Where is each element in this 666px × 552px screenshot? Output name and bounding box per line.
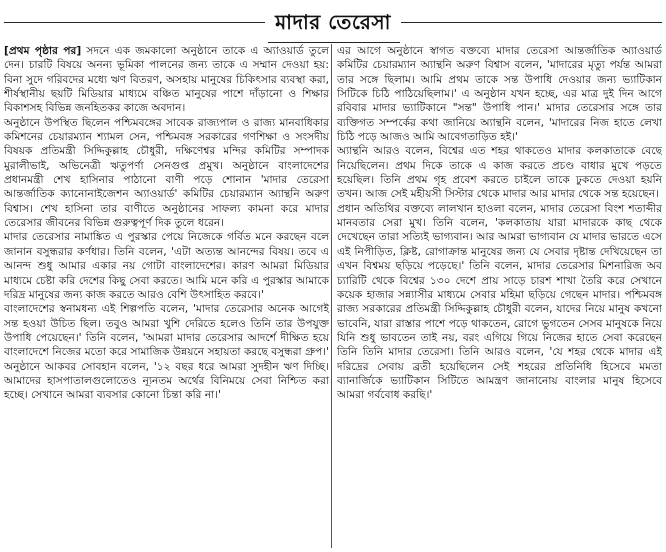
paragraph: প্রধান অতিথির বক্তব্যে লালখান হাওলা বলেন, মাদার তেরেসা বিংশ শতাব্দীর মানবতার সেরা মুখ। তিনি বলেন, 'কলকাতায় যারা মাদারকে কাছ থেকে দেখেছেন তারা সত্যিই ভাগ্যবান। আর আমরা ভাগ্যবান যে মাদার ভারতে এসে এই নিপীড়িত, ক্লিষ্ট, রোগাক্রান্ত মানুষের জন্য যে সেবার দৃষ্টান্ত দেখিয়েছেন তা এখন বিশ্বময় ছড়িয়ে পড়েছে।' তিনি বলেন, মাদার তেরেসার মিশনারিজ অব চ্যারিটি থেকে বিশ্বের ১৩০ দেশে প্রায় সাড়ে চারশ শাখা তৈরি করে সেখানে কয়েক হাজার সন্ন্যাসীর মাধ্যমে সেবার মহিমা ছড়িয়ে গেছেন মাদার। পশ্চিমবঙ্গ রাজ্য সরকারের প্রতিমন্ত্রী সিদ্দিকুল্লাহ চৌধুরী বলেন, যাদের নিয়ে মানুষ কখনো ভাবেনি, যারা রাস্তার পাশে পড়ে থাকতেন, রোগে ভুগতেন সেসব মানুষকে নিয়ে যিনি শুধু ভাবতেন তাই নয়, বরং এগিয়ে গিয়ে নিজের হাতে সেবা করেছেন তিনি তিনি মাদার তেরেসা। তিনি আরও বলেন, 'যে শহর থেকে মাদার এই দরিদ্রের সেবায় ব্রতী হয়েছিলেন সেই শহরের প্রতিনিধি হিসেবে মমতা ব্যানার্জিকে ভ্যাটিকান সিটিতে আমন্ত্রণ জানানোয় বাংলার মানুষ হিসেবে আমরা গর্ববোধ করছি।' <box>337 202 662 402</box>
paragraph: এর আগে অনুষ্ঠানে স্বাগত বক্তব্যে মাদার তেরেসা আন্তর্জাতিক অ্যাওয়ার্ড কমিটির চেয়ারম্যান অ্যান্থনি অরুণ বিশ্বাস বলেন, 'মাদারের মৃত্যু পর্যন্ত আমরা তার সঙ্গে ছিলাম। আমি প্রথম তাকে সন্ত উপাধি দেওয়ার জন্য ভ্যাটিকান সিটিকে চিঠি পাঠিয়েছিলাম।' এ অনুষ্ঠান যখন হচ্ছে, এর মাত্র দুই দিন আগে রবিবার মাদার ভ্যাটিকানে "সন্ত" উপাধি পান।' মাদার তেরেসার সঙ্গে তার ব্যক্তিগত সম্পর্কের কথা জানিয়ে অ্যান্থনি বলেন, 'মাদারের নিজ হাতে লেখা চিঠি পড়ে আজও আমি আবেগতাড়িত হই।' <box>337 45 662 144</box>
paragraph <box>4 44 329 116</box>
paragraph: অ্যান্থনি আরও বলেন, বিশ্বের এত শহর থাকতেও মাদার কলকাতাকে বেছে নিয়েছিলেন। প্রথম দিকে তাকে এ কাজ করতে প্রচণ্ড বাধার মুখে পড়তে হয়েছিল। তিনি প্রথম গৃহ প্রবেশ করতে চাইলে তাকে ঢুকতে দেওয়া হয়নি তখন। আজ সেই মহীয়সী সিস্টার থেকে মাদার আর মাদার থেকে সন্ত হয়েছেন। <box>337 145 662 201</box>
paragraph-text: সদনে এক জমকালো অনুষ্ঠানে তাকে এ অ্যাওয়ার্ড তুলে দেন। চারটি বিষয়ে অনন্য ভূমিকা পালনের জন্য তাকে এ সম্মান দেওয়া হয়: বিনা সুদে গরিবদের মধ্যে ঋণ বিতরণ, অসহায় মানুষের চিকিৎসার ব্যবস্থা করা, শীর্ষস্থানীয় ছয়টি মিডিয়ার মাধ্যমে বঞ্চিত মানুষের পাশে দাঁড়ানো ও শিক্ষার বিকাশসহ বিভিন্ন জনহিতকর কাজে অবদান। <box>4 45 329 115</box>
continuation-tag: [প্রথম পৃষ্ঠার পর] <box>4 45 82 57</box>
paragraph: মাদার তেরেসার নামাঙ্কিত এ পুরস্কার পেয়ে নিজেকে গর্বিত মনে করছেন বলে জানান বসুন্ধরার কর্ণধার। তিনি বলেন, 'এটা অত্যন্ত আনন্দের বিষয়। তবে এ আনন্দ শুধু আমার একার নয় গোটা বাংলাদেশের। কারণ আমরা মিডিয়ার মাধ্যমে চেষ্টা করি দেশের কিছু সেবা করতে। আমি মনে করি এ পুরস্কার আমাকে দরিদ্র মানুষের জন্য কাজ করতে আরও বেশি উৎসাহিত করবে।' <box>4 231 329 301</box>
paragraph: অনুষ্ঠানে উপস্থিত ছিলেন পশ্চিমবঙ্গের সাবেক রাজ্যপাল ও রাজ্য মানবাধিকার কমিশনের চেয়ারম্যান শ্যামল সেন, পশ্চিমবঙ্গ সরকারের গণশিক্ষা ও সংসদীয় বিষয়ক প্রতিমন্ত্রী সিদ্দিকুল্লাহ চৌধুরী, দক্ষিণেশ্বর মন্দির কমিটির সম্পাদক মুরালীভাই, অভিনেত্রী ঋতুপর্ণা সেনগুপ্ত প্রমুখ। অনুষ্ঠানে বাংলাদেশের প্রধানমন্ত্রী শেখ হাসিনার পাঠানো বাণী পড়ে শোনান 'মাদার তেরেসা আন্তর্জাতিক ক্যানোনাইজেশন অ্যাওয়ার্ড' কমিটির চেয়ারম্যান অ্যান্থনি অরুণ বিশ্বাস। শেখ হাসিনা তার বাণীতে অনুষ্ঠানের সাফল্য কামনা করে মাদার তেরেসার জীবনের বিভিন্ন গুরুত্বপূর্ণ দিক তুলে ধরেন। <box>4 116 329 230</box>
right-column <box>337 44 662 544</box>
headline-bar <box>0 2 666 42</box>
article-headline: মাদার তেরেসা <box>265 2 401 42</box>
left-column <box>4 44 329 544</box>
paragraph: বাংলাদেশের স্বনামধন্য এই শিল্পপতি বলেন, 'মাদার তেরেসার অনেক আগেই সন্ত হওয়া উচিত ছিল। তবুও আমরা খুশি দেরিতে হলেও তিনি তার উপযুক্ত উপাধি পেয়েছেন।' তিনি বলেন, 'আমরা মাদার তেরেসার আদর্শে দীক্ষিত হয়ে বাংলাদেশে নিজের মতো করে সামাজিক উন্নয়নে সহায়তা করছে বসুন্ধরা গ্রুপ।' অনুষ্ঠানে আকবর সোবহান বলেন, '১২ বছর ধরে আমরা সুদহীন ঋণ দিচ্ছি। আমাদের হাসপাতালগুলোতেও ন্যূনতম অর্থের বিনিময়ে সেবা নিশ্চিত করা হচ্ছে। সেখানে আমরা ব্যবসার কোনো চিন্তা করি না।' <box>4 303 329 402</box>
column-divider <box>331 44 332 548</box>
